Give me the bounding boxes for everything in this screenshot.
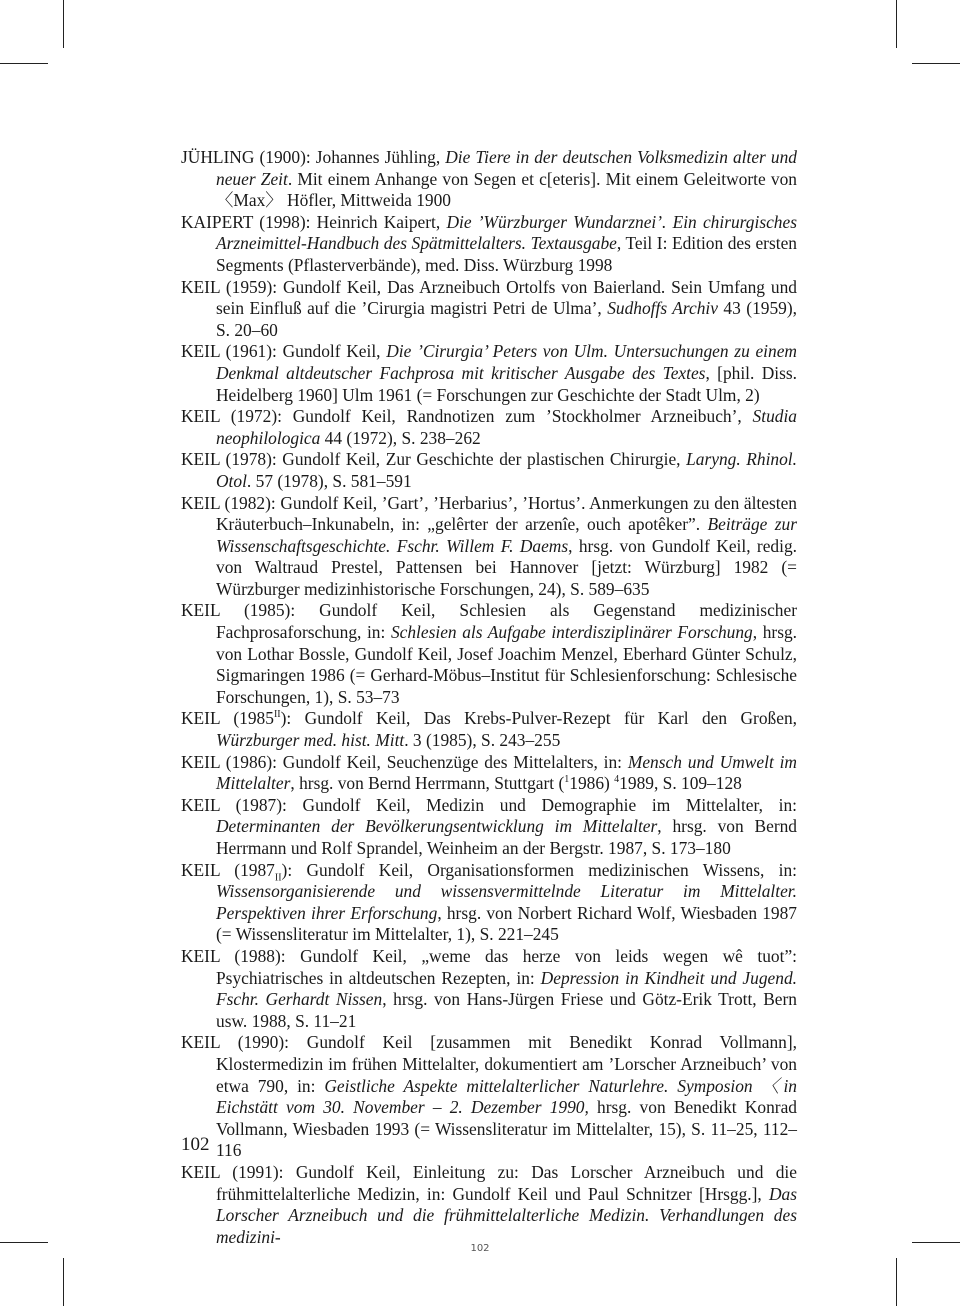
bibliography-entry (181, 147, 797, 212)
crop-mark-bottom-right (896, 1258, 897, 1306)
entry-title-segment: Die ’Cirurgia’ Peters von Ulm. Untersuchungen zu einem Denkmal altdeutscher Fachprosa mit kritischer Ausgabe des Textes (216, 341, 797, 383)
entry-text-segment: , hrsg. von Hans-Jürgen Friese und Götz-Erik Trott, Bern usw. 1988, S. 11–21 (216, 989, 797, 1031)
bibliography-entry (181, 946, 797, 1032)
entry-title-segment: Laryng. Rhinol. Otol (216, 449, 797, 491)
entry-title-segment: Würzburger med. hist. Mitt (216, 730, 405, 751)
entry-text-segment: KEIL (1978): Gundolf Keil, Zur Geschichte der plastischen Chirurgie, (181, 449, 687, 470)
entry-text-segment: KEIL (1987): Gundolf Keil, Medizin und Demographie im Mittelalter, in: (181, 794, 797, 815)
entry-title-segment: Beiträge zur Wissenschaftsgeschichte. Fschr. Willem F. Daems (216, 514, 797, 556)
entry-text-segment: KEIL (1985): Gundolf Keil, Schlesien als Gegenstand medizinischer Fachprosaforschung, in: (181, 600, 797, 643)
crop-mark-bottom-left (63, 1258, 64, 1306)
entry-title-segment: Schlesien als Aufgabe interdisziplinärer Forschung (390, 622, 753, 643)
entry-text-segment: II (274, 872, 282, 884)
entry-text-segment: KEIL (1987 (181, 859, 275, 880)
entry-title-segment: Mensch und Umwelt im Mittelalter (216, 751, 797, 794)
bibliography-entry (181, 795, 797, 860)
entry-text-segment: KEIL (1990): Gundolf Keil [zusammen mit Benedikt Konrad Vollmann], Klostermedizin im frühen Mittelalter, dokumentiert am ’Lorscher Arzneibuch’ von etwa 790, in: (181, 1032, 797, 1096)
entry-title-segment: Sudhoffs Archiv (607, 298, 718, 319)
bibliography-entry (181, 449, 797, 492)
entry-text-segment: ): Gundolf Keil, Das Krebs-Pulver-Rezept für Karl den Großen, (280, 708, 797, 729)
entry-text-segment: 1 (564, 774, 570, 786)
entry-text-segment: 43 (1959), S. 20–60 (216, 298, 797, 340)
entry-title-segment: Wissensorganisierende und wissensvermittelnde Literatur im Mittelalter. Perspektiven ihrer Erforschung (216, 881, 797, 923)
bibliography-entry (181, 277, 797, 342)
entry-title-segment: Die Tiere in der deutschen Volksmedizin alter und neuer Zeit (216, 147, 797, 189)
bibliography-entry (181, 600, 797, 708)
entry-text-segment: 4 (614, 774, 620, 786)
entry-text-segment: , hrsg. von Lothar Bossle, Gundolf Keil, Josef Joachim Menzel, Eberhard Günter Schulz, Sigmaringen 1986 (= Gerhard-Möbus–Institut für Schlesienforschung: Schlesische Forschungen, 1), S. 53–73 (216, 622, 798, 707)
entry-title-segment: Geistliche Aspekte mittelalterlicher Naturlehre. Symposion 〈in Eichstätt vom 30. November – 2. Dezember 1990, (216, 1075, 797, 1118)
entry-text-segment: , hrsg. von Bernd Herrmann, Stuttgart ( (290, 773, 565, 794)
entry-text-segment: JÜHLING (1900): Johannes Jühling, (181, 147, 446, 167)
bibliography-entry (181, 1032, 797, 1162)
bibliography-entry (181, 1162, 797, 1248)
entry-text-segment: II (273, 709, 281, 721)
entry-title-segment: Das Lorscher Arzneibuch und die frühmittelalterliche Medizin. Verhandlungen des medizini- (216, 1183, 797, 1247)
entry-text-segment: KEIL (1959): Gundolf Keil, Das Arzneibuch Ortolfs von Baierland. Sein Umfang und sein Einfluß auf die ’Cirurgia magistri Petri de Ulma’, (181, 276, 797, 319)
crop-mark-top-right-horizontal (912, 63, 960, 64)
entry-text-segment: ): Gundolf Keil, Organisationsformen medizinischen Wissens, in: (281, 859, 797, 880)
entry-title-segment: Studia neophilologica (216, 406, 797, 448)
entry-text-segment: , [phil. Diss. Heidelberg 1960] Ulm 1961 (= Forschungen zur Geschichte der Stadt Ulm, 2) (216, 362, 797, 405)
crop-mark-top-right (896, 0, 897, 48)
bibliography-entry (181, 860, 797, 946)
footer-page-number: 102 (470, 1243, 490, 1254)
crop-mark-top-left (63, 0, 64, 48)
crop-mark-top-left-horizontal (0, 63, 48, 64)
entry-text-segment: , hrsg. von Gundolf Keil, redig. von Waltraud Prestel, Pattensen bei Hannover [jetzt: Würzburg] 1982 (= Würzburger medizinhistorische Forschungen, 24), S. 589–635 (216, 535, 797, 599)
bibliography-list (181, 147, 797, 1248)
bibliography-entry (181, 406, 797, 449)
entry-title-segment: Die ’Würzburger Wundarznei’. Ein chirurgisches Arzneimittel-Handbuch des Spätmittelalters. Textausgabe (216, 211, 797, 254)
bibliography-entry (181, 752, 797, 795)
entry-text-segment: KEIL (1986): Gundolf Keil, Seuchenzüge des Mittelalters, in: (181, 751, 628, 772)
entry-text-segment: , hrsg. von Bernd Herrmann und Rolf Sprandel, Weinheim an der Bergstr. 1987, S. 173–180 (216, 816, 798, 858)
entry-text-segment: KEIL (1961): Gundolf Keil, (181, 341, 387, 362)
entry-text-segment: . Mit einem Anhange von Segen et c[eteris]. Mit einem Geleitworte von 〈Max〉 Höfler, Mittweida 1900 (216, 168, 797, 211)
entry-text-segment: hrsg. von Benedikt Konrad Vollmann, Wiesbaden 1993 (= Wissensliteratur im Mittelalter, 15), S. 11–25, 112–116 (216, 1097, 797, 1161)
entry-title-segment: Determinanten der Bevölkerungsentwicklung im Mittelalter (216, 816, 658, 837)
bibliography-entry (181, 708, 797, 751)
entry-text-segment: . 57 (1978), S. 581–591 (246, 470, 412, 491)
entry-title-segment: Depression in Kindheit und Jugend. Fschr. Gerhardt Nissen (216, 967, 797, 1010)
bibliography-entry (181, 341, 797, 406)
bibliography-entry (181, 212, 797, 277)
entry-text-segment: , hrsg. von Norbert Richard Wolf, Wiesbaden 1987 (= Wissensliteratur im Mittelalter, 1), S. 221–245 (216, 902, 797, 945)
entry-text-segment: 44 (1972), S. 238–262 (320, 427, 481, 448)
entry-text-segment: , Teil I: Edition des ersten Segments (Pflasterverbände), med. Diss. Würzburg 1998 (216, 233, 797, 275)
entry-text-segment: KEIL (1991): Gundolf Keil, Einleitung zu: Das Lorscher Arzneibuch und die frühmittelalterliche Medizin, in: Gundolf Keil und Paul Schnitzer [Hrsgg.], (181, 1161, 797, 1204)
entry-text-segment: KEIL (1982): Gundolf Keil, ’Gart’, ’Herbarius’, ’Hortus’. Anmerkungen zu den ältesten Kräuterbuch–Inkunabeln, in: „gelêrter der arzenîe, ouch apotêker”. (181, 492, 797, 535)
entry-text-segment: KEIL (1972): Gundolf Keil, Randnotizen zum ’Stockholmer Arzneibuch’, (181, 406, 753, 427)
entry-text-segment: 1986) (569, 773, 615, 794)
bibliography-entry (181, 493, 797, 601)
entry-text-segment: . 3 (1985), S. 243–255 (404, 730, 561, 751)
entry-text-segment: KAIPERT (1998): Heinrich Kaipert, (181, 211, 447, 232)
entry-text-segment: 1989, S. 109–128 (619, 773, 742, 794)
entry-text-segment: KEIL (1985 (181, 708, 274, 729)
page-number: 102 (181, 1134, 210, 1155)
entry-text-segment: KEIL (1988): Gundolf Keil, „weme das herze von leids wegen wê tuot”: Psychiatrisches in altdeutschen Rezepten, in: (181, 945, 797, 988)
